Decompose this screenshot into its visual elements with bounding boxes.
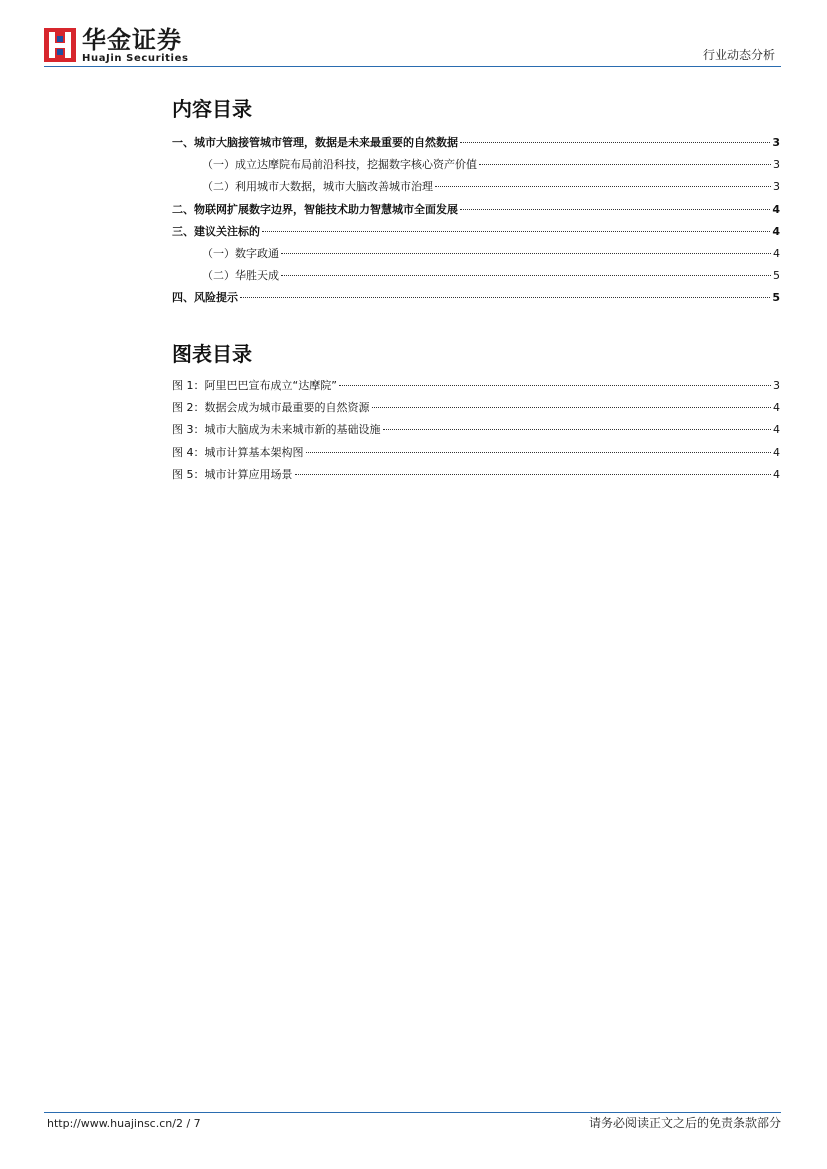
page-header [44, 26, 781, 68]
figure-entry-text: 图 5：城市计算应用场景 [172, 467, 293, 481]
figure-entry-page: 4 [773, 423, 780, 437]
toc-leader-dots [460, 142, 770, 143]
toc-leader-dots [460, 209, 770, 210]
footer-url-page[interactable]: http://www.huajinsc.cn/2 / 7 [47, 1117, 201, 1130]
footer-divider [44, 1112, 781, 1113]
contents-list [172, 136, 780, 314]
toc-entry-text: （二）华胜天成 [202, 269, 279, 283]
toc-entry[interactable] [172, 136, 780, 158]
toc-leader-dots [262, 231, 770, 232]
toc-entry-page: 3 [772, 136, 780, 149]
figures-list [172, 379, 780, 490]
header-divider [44, 66, 781, 67]
figure-entry-page: 4 [773, 401, 780, 415]
toc-entry-text: 三、建议关注标的 [172, 224, 260, 238]
toc-entry-text: （一）成立达摩院布局前沿科技，挖掘数字核心资产价值 [202, 158, 477, 172]
toc-entry[interactable] [172, 225, 780, 247]
figure-entry-page: 4 [773, 445, 780, 459]
figure-entry-page: 3 [773, 379, 780, 392]
toc-leader-dots [383, 429, 772, 430]
toc-entry-text: 一、城市大脑接管城市管理，数据是未来最重要的自然数据 [172, 136, 458, 149]
toc-entry-text: 二、物联网扩展数字边界，智能技术助力智慧城市全面发展 [172, 202, 458, 216]
toc-leader-dots [372, 407, 772, 408]
toc-entry-text: （一）数字政通 [202, 246, 279, 260]
logo-chinese-name: 华金证券 [82, 26, 182, 54]
logo-english-name: HuaJin Securities [82, 53, 189, 64]
toc-entry[interactable] [172, 269, 780, 291]
toc-entry-page: 4 [772, 202, 780, 216]
toc-leader-dots [281, 275, 771, 276]
toc-leader-dots [479, 164, 771, 165]
figure-entry-text: 图 4：城市计算基本架构图 [172, 445, 304, 459]
toc-entry-text: （二）利用城市大数据，城市大脑改善城市治理 [202, 180, 433, 194]
figure-entry[interactable] [172, 446, 780, 468]
toc-entry-page: 3 [773, 158, 780, 172]
toc-entry[interactable] [172, 158, 780, 180]
toc-entry[interactable] [172, 203, 780, 225]
toc-entry-page: 4 [772, 224, 780, 238]
toc-leader-dots [240, 297, 770, 298]
toc-leader-dots [281, 253, 771, 254]
footer-disclaimer: 请务必阅读正文之后的免责条款部分 [588, 1116, 781, 1130]
figure-entry[interactable] [172, 423, 780, 445]
toc-leader-dots [306, 452, 772, 453]
toc-entry-text: 四、风险提示 [172, 291, 238, 305]
toc-entry-page: 5 [773, 269, 780, 283]
toc-entry[interactable] [172, 180, 780, 202]
figure-entry[interactable] [172, 468, 780, 490]
toc-entry-page: 4 [773, 246, 780, 260]
huajin-logo-icon [44, 28, 76, 62]
contents-title: 内容目录 [172, 97, 252, 121]
document-type-label: 行业动态分析 [702, 48, 775, 62]
toc-leader-dots [295, 474, 772, 475]
figure-entry-text: 图 2：数据会成为城市最重要的自然资源 [172, 401, 370, 415]
toc-leader-dots [435, 186, 771, 187]
figures-title: 图表目录 [172, 342, 252, 366]
figure-entry-text: 图 1：阿里巴巴宣布成立“达摩院” [172, 379, 337, 392]
figure-entry-text: 图 3：城市大脑成为未来城市新的基础设施 [172, 423, 381, 437]
figure-entry-page: 4 [773, 467, 780, 481]
toc-entry-page: 3 [773, 180, 780, 194]
figure-entry[interactable] [172, 379, 780, 401]
toc-entry[interactable] [172, 247, 780, 269]
figure-entry[interactable] [172, 401, 780, 423]
toc-leader-dots [339, 385, 771, 386]
toc-entry[interactable] [172, 291, 780, 313]
toc-entry-page: 5 [772, 291, 780, 305]
